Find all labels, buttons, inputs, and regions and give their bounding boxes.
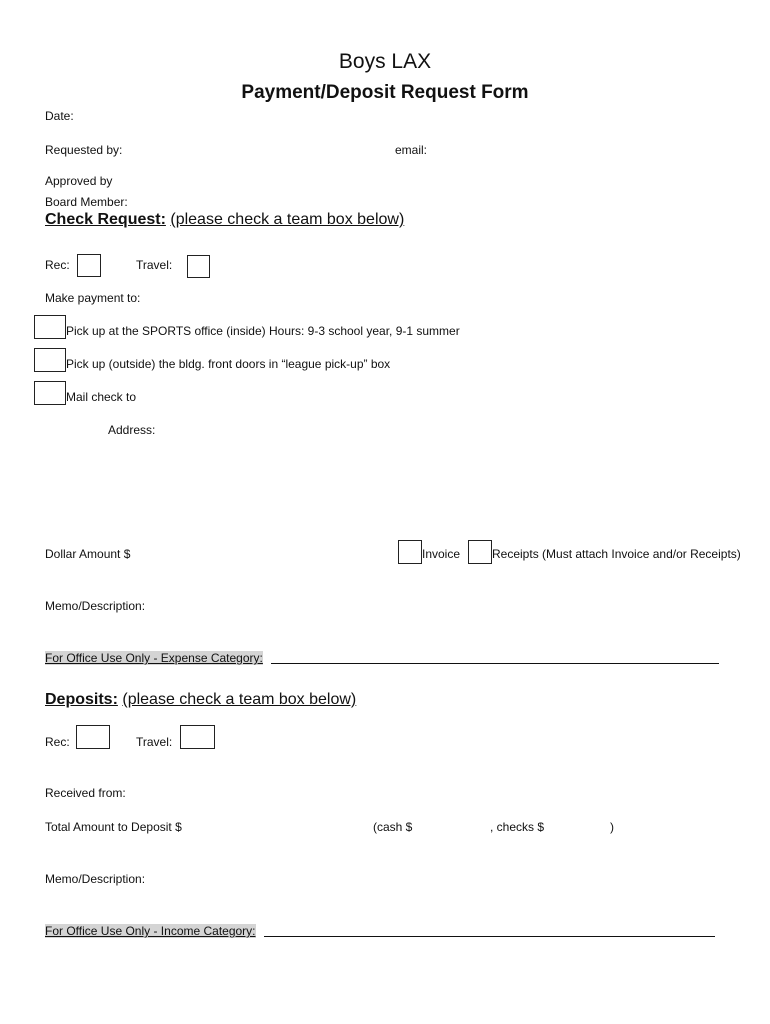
check-rec-checkbox[interactable] [77, 254, 101, 277]
form-title: Payment/Deposit Request Form [241, 82, 529, 103]
pickup-office-checkbox[interactable] [34, 315, 66, 339]
receipts-label: Receipts (Must attach Invoice and/or Receipts) [492, 547, 741, 561]
income-category-label: For Office Use Only - Income Category: [45, 924, 256, 938]
invoice-label: Invoice [422, 547, 461, 561]
deposit-travel-checkbox[interactable] [180, 725, 215, 749]
close-paren: ) [610, 820, 614, 834]
deposit-rec-label: Rec: [45, 735, 70, 749]
receipts-checkbox[interactable] [468, 540, 492, 564]
received-from-label: Received from: [45, 786, 126, 800]
check-rec-label: Rec: [45, 258, 70, 272]
board-member-label: Board Member: [45, 195, 128, 209]
make-payment-label: Make payment to: [45, 291, 141, 305]
check-request-heading [45, 211, 404, 229]
mail-check-checkbox[interactable] [34, 381, 66, 405]
deposits-title: Deposits: [45, 691, 118, 708]
checks-label: , checks $ [490, 820, 545, 834]
address-label: Address: [108, 423, 156, 437]
deposits-instruction: (please check a team box below) [122, 691, 357, 708]
check-travel-label: Travel: [136, 258, 173, 272]
expense-category-row [45, 651, 263, 665]
mail-check-label: Mail check to [66, 390, 137, 404]
total-amount-label: Total Amount to Deposit $ [45, 820, 182, 834]
pickup-outside-label: Pick up (outside) the bldg. front doors in “league pick-up” box [66, 357, 391, 371]
dollar-amount-label: Dollar Amount $ [45, 547, 131, 561]
expense-category-line [271, 663, 719, 664]
invoice-checkbox[interactable] [398, 540, 422, 564]
deposit-travel-label: Travel: [136, 735, 173, 749]
cash-label: (cash $ [373, 820, 413, 834]
email-label: email: [395, 143, 428, 157]
income-category-line [264, 936, 715, 937]
requested-by-label: Requested by: [45, 143, 123, 157]
deposit-rec-checkbox[interactable] [76, 725, 110, 749]
check-memo-label: Memo/Description: [45, 599, 146, 613]
pickup-office-label: Pick up at the SPORTS office (inside) Hours: 9-3 school year, 9-1 summer [66, 324, 460, 338]
approved-by-label: Approved by [45, 174, 113, 188]
org-name: Boys LAX [338, 50, 432, 73]
check-request-title: Check Request: [45, 211, 166, 228]
pickup-outside-checkbox[interactable] [34, 348, 66, 372]
date-label: Date: [45, 109, 74, 123]
deposits-heading [45, 691, 356, 709]
deposit-memo-label: Memo/Description: [45, 872, 146, 886]
check-request-instruction: (please check a team box below) [170, 211, 405, 228]
check-travel-checkbox[interactable] [187, 255, 210, 278]
income-category-row [45, 924, 256, 938]
expense-category-label: For Office Use Only - Expense Category: [45, 651, 263, 665]
